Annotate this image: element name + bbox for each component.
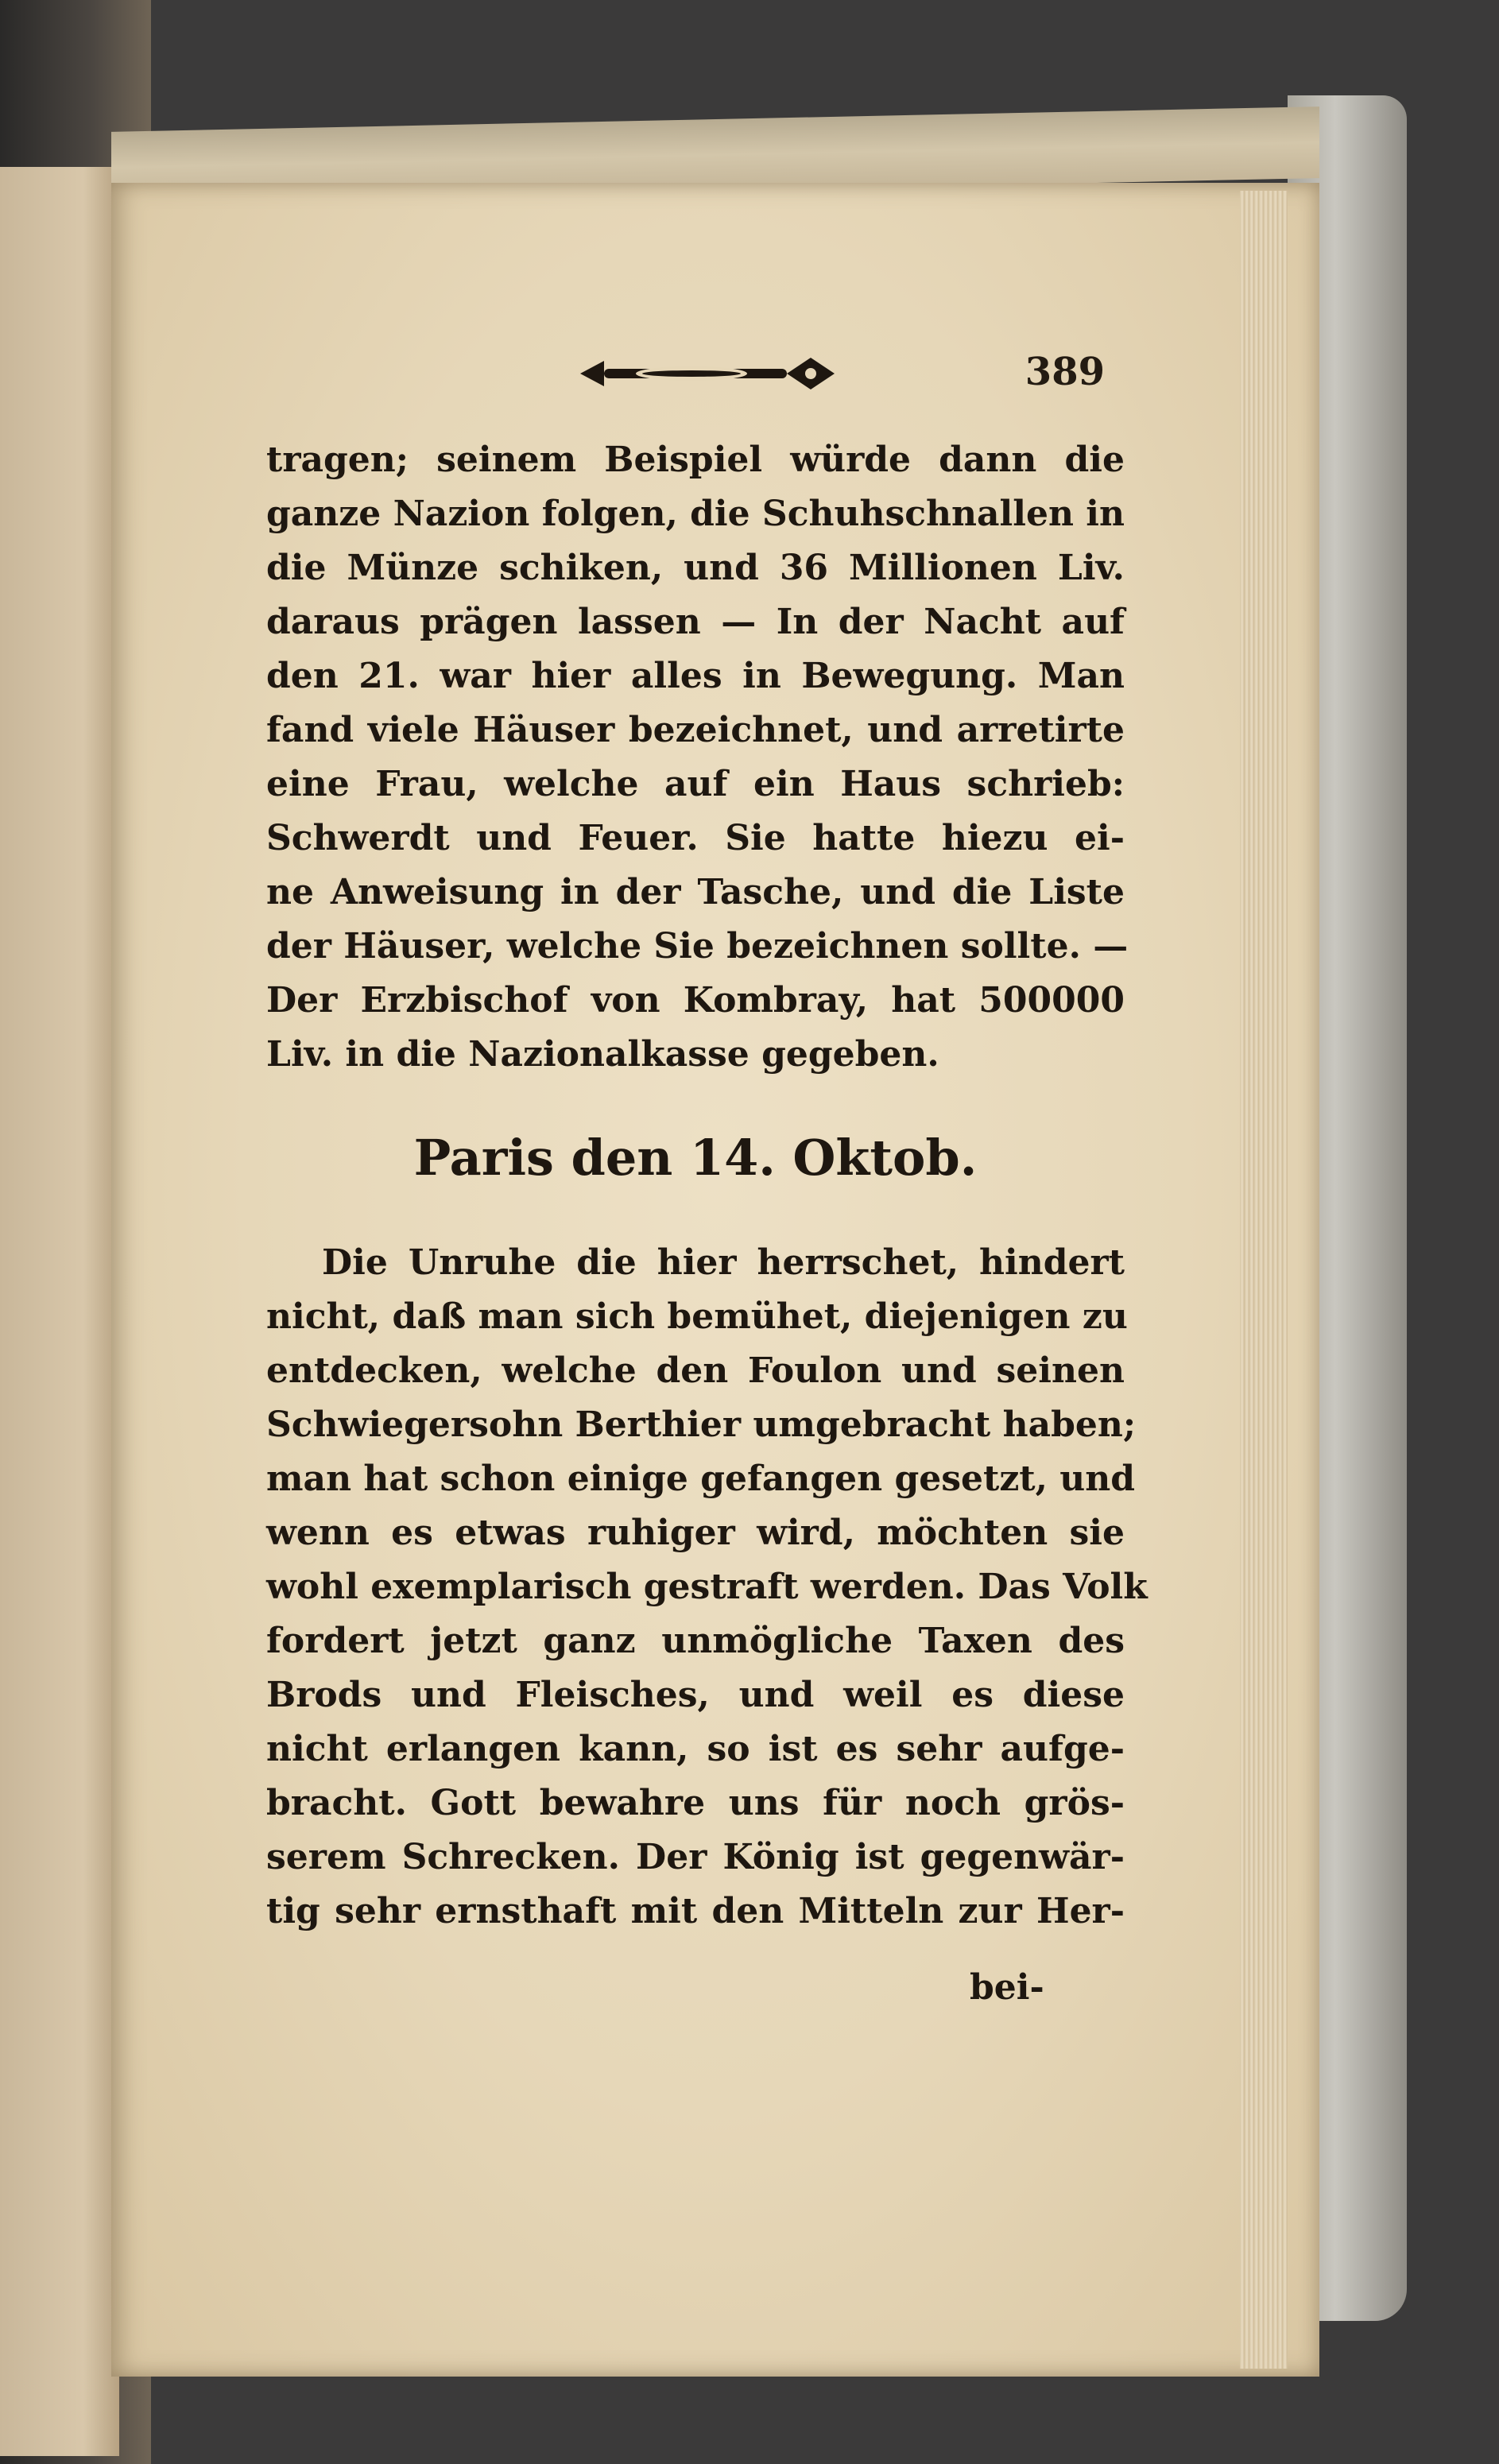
left-page-edge: [0, 167, 119, 2456]
text-line: Schwiegersohn Berthier umgebracht haben;: [266, 1404, 1137, 1445]
text-line: tragen; seinem Beispiel würde dann die: [266, 440, 1125, 480]
text-line: ne Anweisung in der Tasche, und die Liste: [266, 872, 1125, 912]
text-line: den 21. war hier alles in Bewegung. Man: [266, 656, 1125, 696]
text-line: daraus prägen lassen — In der Nacht auf: [266, 602, 1125, 642]
text-line: eine Frau, welche auf ein Haus schrieb:: [266, 764, 1125, 804]
page-stack-edges: [1240, 191, 1288, 2369]
text-line: nicht erlangen kann, so ist es sehr aufge-: [266, 1729, 1125, 1769]
text-line: Brods und Fleisches, und weil es diese: [266, 1675, 1125, 1715]
text-line: tig sehr ernsthaft mit den Mitteln zur Her-: [266, 1891, 1125, 1931]
text-line: fand viele Häuser bezeichnet, und arretirte: [266, 710, 1125, 750]
paragraph-1: [266, 433, 1129, 1082]
catchword: bei-: [970, 1967, 1044, 2008]
text-line: Schwerdt und Feuer. Sie hatte hiezu ei-: [266, 818, 1125, 858]
text-line: die Münze schiken, und 36 Millionen Liv.: [266, 548, 1125, 588]
text-line: wohl exemplarisch gestraft werden. Das Volk: [266, 1567, 1148, 1607]
text-line: der Häuser, welche Sie bezeichnen sollte. —: [266, 926, 1129, 967]
text-line: wenn es etwas ruhiger wird, möchten sie: [266, 1513, 1125, 1553]
text-line: Die Unruhe die hier herrschet, hindert: [322, 1242, 1125, 1283]
text-line: Liv. in die Nazionalkasse gegeben.: [266, 1034, 939, 1075]
text-line: ganze Nazion folgen, die Schuhschnallen in: [266, 494, 1125, 534]
page-header: [262, 350, 1137, 413]
text-line: nicht, daß man sich bemühet, diejenigen zu: [266, 1296, 1128, 1337]
page-number: 389: [1025, 350, 1105, 394]
text-line: man hat schon einige gefangen gesetzt, und: [266, 1459, 1136, 1499]
text-line: Der Erzbischof von Kombray, hat 500000: [266, 980, 1125, 1021]
section-heading: Paris den 14. Oktob.: [413, 1129, 978, 1187]
decorative-rule-icon: [572, 350, 850, 397]
paragraph-2: [266, 1236, 1148, 1939]
text-line: entdecken, welche den Foulon und seinen: [266, 1350, 1125, 1391]
text-line: fordert jetzt ganz unmögliche Taxen des: [266, 1621, 1125, 1661]
text-line: serem Schrecken. Der König ist gegenwär-: [266, 1837, 1125, 1877]
text-line: bracht. Gott bewahre uns für noch grös-: [266, 1783, 1125, 1823]
